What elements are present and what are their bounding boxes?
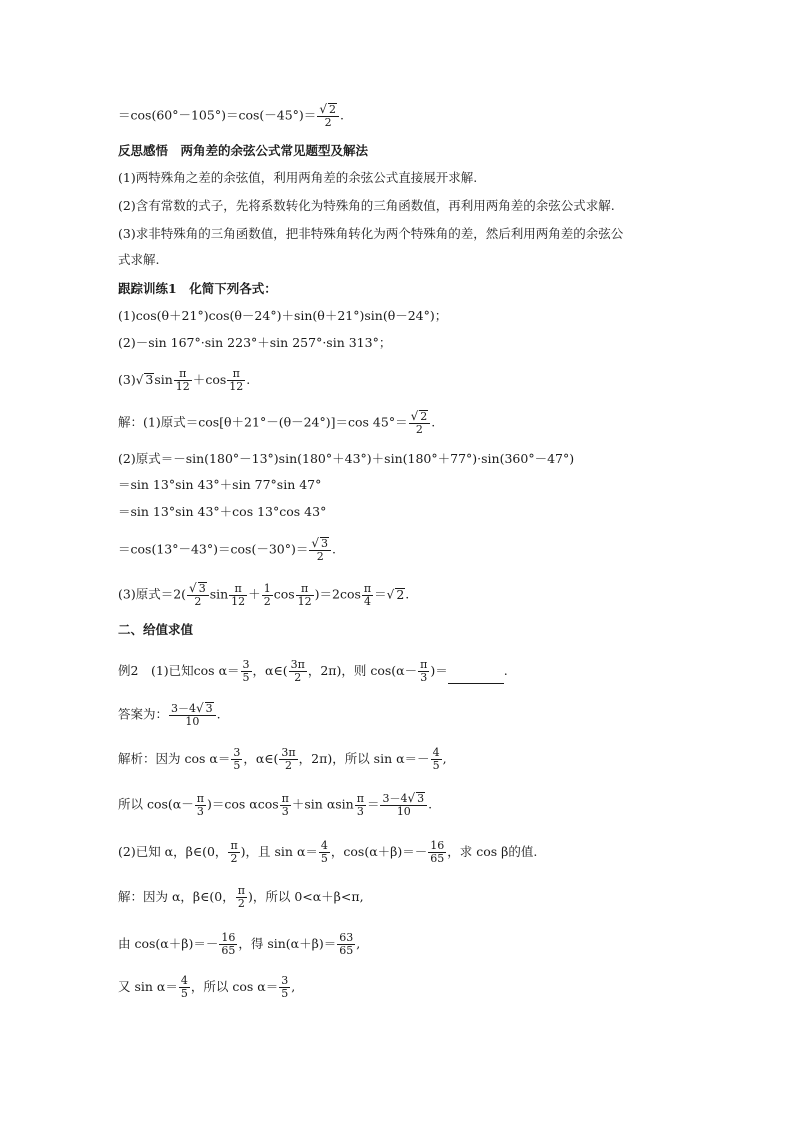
den: 5 [432,759,440,772]
sqrt3: 3 [145,372,154,387]
text: ，2π)，则 cos(α－ [307,663,418,678]
section-title: 二、给值求值 [118,622,194,637]
fraction-pi-2 [228,840,239,865]
den: 3 [281,804,289,818]
reflect-item-3: (3)求非特殊角的三角函数值，把非特殊角转化为两个特殊角的差，然后利用两角差的余弦公 [118,226,624,241]
solution-2-line-3: ＝sin 13°sin 43°＋cos 13°cos 43° [118,504,327,519]
num: π [420,658,428,671]
fraction-sqrt2-over-2: $\frac{√ 2}{2}$ [317,103,339,129]
den: 3 [196,804,204,818]
reflect-item-2: (2)含有常数的式子，先将系数转化为特殊角的三角函数值，再利用两角差的余弦公式求解. [118,198,615,213]
num-sqrt: 3 [205,702,213,715]
num: 3 [321,537,329,550]
den: 3 [356,804,364,818]
num: π [363,581,372,595]
text: 答案为： [118,706,169,722]
training-item-2: (2)－sin 167°·sin 223°＋sin 257°·sin 313°； [118,335,392,350]
num: 4 [432,746,440,759]
fraction-pi-12 [227,368,245,393]
num: 3π [290,658,305,671]
solution-part-2-line-1 [118,885,364,910]
fraction-pi-3 [280,793,291,818]
solution-part-2-line-2 [118,932,360,957]
solution-part-2-line-3 [118,975,295,1000]
plus: ＋ [248,586,261,602]
solution-2-line-2: ＝sin 13°sin 43°＋sin 77°sin 47° [118,477,322,492]
text: ＋sin αsin [291,796,354,812]
fraction-4-5 [319,840,330,865]
fraction-pi-2 [236,885,247,910]
fraction-4-5 [179,975,190,1000]
text: ，求 cos β的值. [447,844,538,859]
text: 解：(1)原式＝cos[θ＋21°－(θ－24°)]＝cos 45°＝ [118,414,408,430]
fraction-16-65 [428,840,446,865]
num: π [229,583,247,596]
den: 65 [339,944,354,957]
num: 16 [221,931,236,944]
period: . [503,663,508,678]
fraction-pi-12 [229,583,247,608]
text: )，所以 0<α＋β<π, [247,889,364,904]
analysis-line-2 [118,792,432,818]
den: 12 [231,594,246,608]
text: ，2π)，所以 sin α＝－ [298,751,430,766]
text: (3)原式＝2( [118,586,187,602]
example-2-part-1 [118,659,508,684]
analysis-line-1 [118,747,447,772]
den: 10 [396,805,411,818]
fraction-3pi-2 [279,747,297,772]
num: 2 [420,410,428,423]
den: 2 [237,897,245,910]
text: ，α∈( [243,751,279,766]
fraction-pi-3 [418,659,429,684]
label: (3) [118,372,136,387]
num: π [230,839,238,852]
num: 4 [320,839,328,852]
solution-1 [118,410,435,436]
num: 3 [281,974,289,987]
num: π [356,791,364,805]
fraction-sqrt3-over-2: $\frac{√ 3}{2}$ [187,582,209,608]
period: . [431,414,436,430]
num: π [281,791,289,805]
den: 65 [430,852,445,865]
text: 解析：因为 cos α＝ [118,751,231,766]
text: ＝cos(60°－105°)＝cos(－45°)＝ [118,107,317,123]
num: 16 [430,839,445,852]
text: ＝cos(13°－43°)＝cos(－30°)＝ [118,541,309,557]
den: 2 [324,116,332,129]
cos: cos [205,372,227,387]
fraction-pi-4 [362,583,373,608]
den: 2 [316,550,324,563]
text: 由 cos(α＋β)＝－ [118,936,219,951]
fraction-sqrt2-over-2: $\frac{√ 2}{2}$ [409,410,431,436]
den: 2 [194,595,202,608]
den: 12 [229,380,244,393]
fraction-sqrt3-over-2: $\frac{√ 3}{2}$ [309,537,331,563]
den: 2 [285,759,293,772]
num: 3 [233,746,241,759]
cos: cos [273,586,295,602]
num: 3 [242,658,250,671]
num: 3 [198,582,206,595]
fraction-pi-3 [355,793,366,818]
fraction-pi-12 [174,368,192,393]
num-a: 3－4 [171,702,197,715]
den: 2 [230,852,238,865]
text: )＝2cos [314,586,361,602]
text: 所以 cos(α－ [118,796,194,812]
line-cos-neg45 [118,103,344,129]
example-2-part-2 [118,840,537,865]
den: 12 [297,594,312,608]
plus: ＋ [192,372,206,387]
text: ，所以 cos α＝ [190,979,279,994]
period: . [332,541,336,557]
fraction-pi-12 [296,583,314,608]
num: π [174,368,192,381]
answer-line [118,702,221,728]
num: π [227,368,245,381]
den: 2 [263,594,271,608]
text: )＝ [430,663,448,678]
solution-2-line-4 [118,537,336,563]
fraction-4-5 [431,747,442,772]
num: 63 [339,931,354,944]
num: 1 [263,581,271,595]
fraction-63-65 [337,932,355,957]
den: 5 [233,759,241,772]
fraction-3-5 [279,975,290,1000]
sin: sin [209,586,229,602]
den: 2 [294,671,302,684]
den: 5 [242,671,250,684]
text: )＝cos αcos [206,796,279,812]
period: . [339,107,344,123]
fraction-3pi-2 [289,659,307,684]
text: (2)已知 α，β∈(0， [118,844,228,859]
fraction-3-5 [241,659,252,684]
training-title: 跟踪训练1 化简下列各式： [118,281,277,296]
den: 2 [415,423,423,436]
comma: , [356,936,361,951]
num: 2 [328,103,336,116]
num-sqrt: 3 [417,792,425,805]
reflect-title: 反思感悟 两角差的余弦公式常见题型及解法 [118,143,369,158]
den: 5 [180,987,188,1000]
den: 5 [281,987,289,1000]
fraction-1-2 [262,583,273,608]
answer-blank [448,671,504,684]
fraction-answer: $\frac{3-4√ 3}{10}$ [169,702,216,728]
den: 3 [420,671,428,684]
text: 又 sin α＝ [118,979,178,994]
den: 10 [185,715,200,728]
den: 12 [175,380,190,393]
equals: ＝ [366,796,380,812]
comma: , [291,979,296,994]
num: 3π [281,746,296,759]
period: . [246,372,251,387]
fraction-16-65 [219,932,237,957]
text: ，得 sin(α＋β)＝ [238,936,337,951]
sin: sin [154,372,173,387]
fraction-3-5 [231,747,242,772]
num: π [196,791,204,805]
den: 4 [364,594,372,608]
comma: , [442,751,447,766]
training-item-3: (3)√ 3sin $\frac{\pi}{12}$ ＋cos $\frac{\pi}{12}$ . [118,367,251,393]
fraction-answer: $\frac{3-4√ 3}{10}$ [380,792,427,818]
num: π [296,583,314,596]
text: )，且 sin α＝ [240,844,318,859]
den: 65 [221,944,236,957]
period: . [405,586,410,602]
text: ，α∈( [252,663,288,678]
fraction-pi-3 [195,793,206,818]
sqrt2: 2 [396,586,405,602]
num-a: 3－4 [382,792,408,805]
reflect-item-3-cont: 式求解. [118,252,160,267]
num: π [237,884,245,897]
equals: ＝ [374,586,387,602]
num: 4 [180,974,188,987]
text: 解：因为 α，β∈(0， [118,889,235,904]
den: 5 [320,852,328,865]
reflect-item-1: (1)两特殊角之差的余弦值，利用两角差的余弦公式直接展开求解. [118,170,478,185]
solution-3: (3)原式＝2( $\frac{√ 3}{2}$ sin $\frac{\pi}{12}$ ＋ $\frac{1}{2}$ cos $\frac{\pi}{12}$ )＝2cos $\frac{\pi}{4}$ ＝√ 2. [118,581,410,608]
text: 例2 (1)已知cos α＝ [118,663,240,678]
period: . [428,796,433,812]
training-item-1: (1)cos(θ＋21°)cos(θ－24°)＋sin(θ＋21°)sin(θ－24°)； [118,308,448,323]
text: ，cos(α＋β)＝－ [330,844,428,859]
solution-2-line-1: (2)原式＝－sin(180°－13°)sin(180°＋43°)＋sin(180°＋77°)·sin(360°－47°) [118,451,575,466]
period: . [216,706,221,722]
